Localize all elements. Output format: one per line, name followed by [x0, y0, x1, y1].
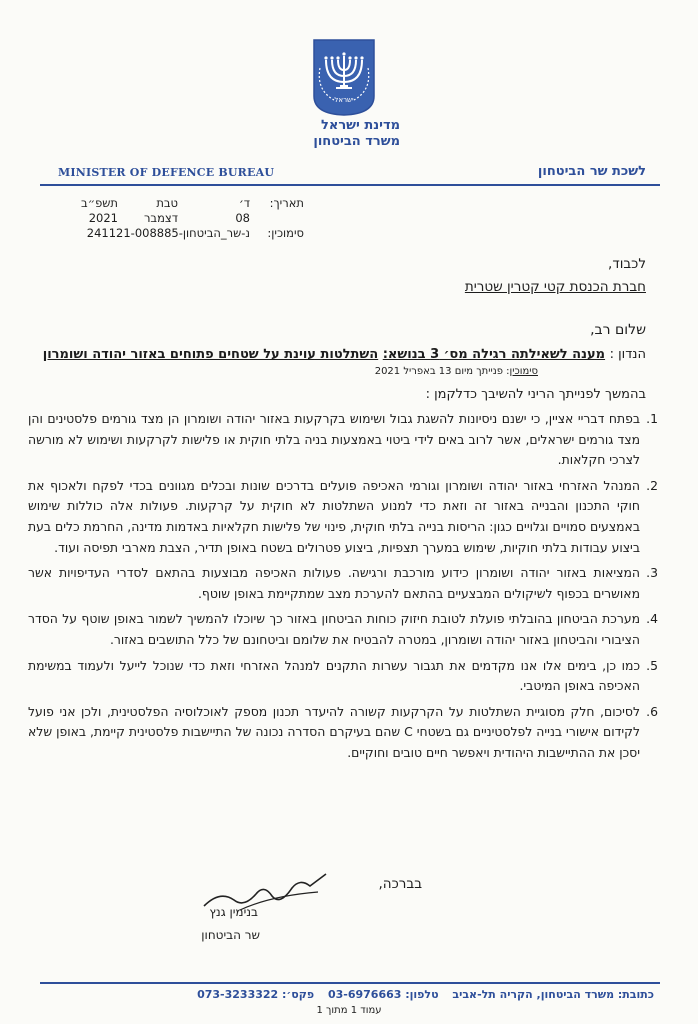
closing: בברכה, — [378, 876, 422, 892]
bureau-name-hebrew: לשכת שר הביטחון — [537, 164, 646, 179]
date-month-hebrew: טבת — [156, 196, 178, 210]
state-name: מדינת ישראל — [320, 118, 400, 133]
emblem-label: ישראל — [334, 96, 354, 104]
date-day: 08 — [235, 211, 250, 225]
footer-fax: פקס׳: 073-3233322 — [197, 988, 315, 1001]
date-year: 2021 — [88, 211, 118, 225]
recipient-salutation: לכבוד, — [608, 256, 646, 272]
list-item-text: לסיכום, חלק מסוגיית השתלטות על הקרקעות קשורה להיעדר תכנון מספק לאוכלוסיה הפלסטינית, ולכן אני פועל לקידום אישורי בנייה לפלסטיניים גם בשטחי C שהם בעיקרם הסדרה נכונה של התיישבות פלסטינית קיימת, באופן שלא יסכן את ההתיישבות היהודית ויאפשר חיים טובים וחוקיים. — [28, 703, 640, 760]
footer-phone: טלפון: 03-6976663 — [327, 988, 439, 1001]
list-item-text: המנהל האזרחי באזור יהודה ושומרון וגורמי האכיפה פועלים בדרכים שונות ובכלים מגוונים בכדי לפקח ולאכוף את חוקי התכנון והבנייה באזור זה וזאת כדי למנוע השתלטות לא חוקית על קרקעות. פעולות אלה כוללות שימוש באמצעים סמויים וגלויים כגון: הריסות בנייה בלתי חוקית, פינוי של פלישות חקלאיות באדמות מדינה, החרמת כלים בעת ביצוע עבודות בלתי חוקיות, שימוש במערך תצפיות, ביצוע פטרולים בשטח באופן תדיר, הצבת מארבי תפיסה ועוד. — [28, 477, 640, 555]
list-item: 4. מערכת הביטחון בהובלתי פועלת לטובת חיזוק כוחות הביטחון באזור כך שיוכלו להמשיך לשמור באופן שוטף על הסדר הציבורי והביטחון באזור יהודה ושומרון, במטרה להבטיח את שלומם וביטחונם של כלל התושבים באזור. — [28, 611, 658, 647]
date-row-hebrew — [81, 196, 304, 211]
list-item: 2. המנהל האזרחי באזור יהודה ושומרון וגורמי האכיפה פועלים בדרכים שונות ובכלים מגוונים בכדי לפקח ולאכוף את חוקי התכנון והבנייה באזור זה וזאת כדי למנוע השתלטות לא חוקית על קרקעות. פעולות אלה כוללות שימוש באמצעים סמויים וגלויים כגון: הריסות בנייה בלתי חוקית, פינוי של פלישות חקלאיות באדמות מדינה, החרמת כלים בעת ביצוע עבודות בלתי חוקיות, שימוש במערך תצפיות, ביצוע פטרולים בשטח באופן תדיר, הצבת מארבי תפיסה ועוד. — [28, 477, 658, 555]
list-item-text: המציאות באזור יהודה ושומרון כידוע מורכבת ורגישה. פעולות האכיפה מבוצעות בהתאם לסדרי העדיפויות אשר מאושרים בכפוף לשיקולים המבצעיים בהתאם להערכת מצב שמתקיימת באופן שוטף. — [28, 565, 640, 601]
answer-list — [28, 409, 658, 769]
list-item: 6. לסיכום, חלק מסוגיית השתלטות על הקרקעות קשורה להיעדר תכנון מספק לאוכלוסיה הפלסטינית, ולכן אני פועל לקידום אישורי בנייה לפלסטיניים גם בשטחי C שהם בעיקרם הסדרה נכונה של התיישבות פלסטינית קיימת, באופן שלא יסכן את ההתיישבות היהודית ויאפשר חיים טובים וחוקיים. — [28, 703, 658, 760]
state-emblem-icon — [312, 38, 376, 116]
greeting: שלום רב, — [590, 322, 646, 338]
subject-topic: מענה לשאילתה רגילה מס׳ 3 בנושא: — [382, 347, 606, 362]
page-number: עמוד 1 מתוך 1 — [316, 1005, 382, 1016]
subject-reference — [375, 366, 538, 377]
list-item-text: מערכת הביטחון בהובלתי פועלת לטובת חיזוק כוחות הביטחון באזור כך שיוכלו להמשיך לשמור באופן שוטף על הסדר הציבורי והביטחון באזור יהודה ושומרון, במטרה להבטיח את שלומם וביטחונם של כלל התושבים באזור. — [28, 611, 640, 647]
list-item: 1. בפתח דבריי אציין, כי ישנם ניסיונות להשגת גבול ושימוש בקרקעות באזור יהודה ושומרון הן מצד גורמים פלסטינים והן מצד גורמים ישראלים, אשר לרוב באים לידי ביטוי באמצעות בניה בלתי חוקית או פלישות לקרקעות ושימוש לא מורשה לצרכי חקלאות. — [28, 411, 658, 468]
reference-row — [81, 226, 304, 241]
bureau-name-english: MINISTER OF DEFENCE BUREAU — [58, 166, 275, 179]
reference-value: נ-שר_הביטחון-241121-008885 — [86, 226, 250, 240]
ministry-name: משרד הביטחון — [313, 134, 400, 149]
subject-reference-text: : פנייתך מיום 13 באפריל 2021 — [374, 366, 510, 377]
letter-meta — [81, 196, 304, 241]
subject-label: הנדון : — [609, 347, 646, 362]
subject-line — [26, 347, 646, 362]
subject-title: השתלטות עוינת על שטחים פתוחים באזור יהודה ושומרון — [42, 347, 379, 362]
intro-paragraph: בהמשך לפנייתך הריני להשיבך כדלקמן : — [425, 387, 646, 402]
date-day-hebrew: ד׳ — [238, 196, 250, 210]
list-item: 3. המציאות באזור יהודה ושומרון כידוע מורכבת ורגישה. פעולות האכיפה מבוצעות בהתאם לסדרי העדיפויות אשר מאושרים בכפוף לשיקולים המבצעיים בהתאם להערכת מצב שמתקיימת באופן שוטף. — [28, 565, 658, 601]
header-divider — [40, 184, 660, 186]
footer-address: כתובת: משרד הביטחון, הקריה תל-אביב — [452, 988, 654, 1001]
date-month: דצמבר — [143, 211, 178, 225]
list-item-text: בפתח דבריי אציין, כי ישנם ניסיונות להשגת גבול ושימוש בקרקעות באזור יהודה ושומרון הן מצד גורמים פלסטינים והן מצד גורמים ישראלים, אשר לרוב באים לידי ביטוי באמצעות בניה בלתי חוקית או פלישות לקרקעות ושימוש לא מורשה לצרכי חקלאות. — [28, 411, 640, 468]
footer-divider — [40, 982, 660, 984]
list-item: 5. כמו כן, בימים אלו אנו מקדמים את תגבור עשרות התקנים למנהל האזרחי וזאת כדי שנוכל לייעל ולעמוד במשימת האכיפה באופן המיטבי. — [28, 657, 658, 694]
signer-name: בנימין גנץ — [209, 905, 258, 919]
subject-reference-label: סימוכין — [509, 366, 538, 377]
recipient-name: חברת הכנסת קטי קטרין שטרית — [464, 279, 646, 295]
date-year-hebrew: תשפ״ב — [81, 196, 118, 210]
signer-title: שר הביטחון — [201, 928, 260, 942]
date-label: תאריך: — [269, 196, 304, 210]
reference-label: סימוכין: — [267, 226, 304, 240]
state-name-block — [240, 118, 400, 150]
list-item-text: כמו כן, בימים אלו אנו מקדמים את תגבור עשרות התקנים למנהל האזרחי וזאת כדי שנוכל לייעל ולעמוד במשימת האכיפה באופן המיטבי. — [28, 657, 640, 694]
date-row-gregorian — [81, 211, 304, 226]
footer-contact — [40, 988, 654, 1001]
